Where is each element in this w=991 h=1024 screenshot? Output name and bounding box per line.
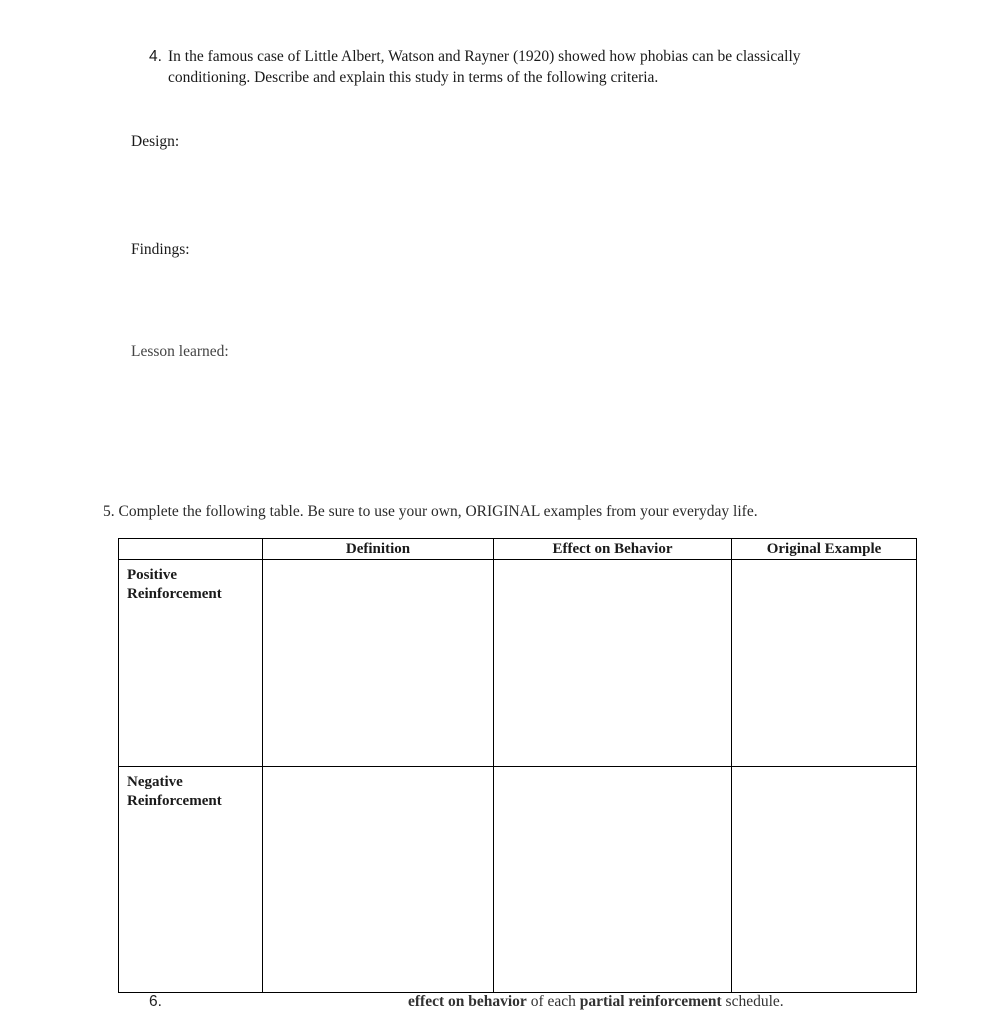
- positive-effect-cell[interactable]: [494, 560, 732, 767]
- lesson-learned-label: Lesson learned:: [131, 343, 229, 360]
- table-row-negative-reinforcement: [119, 767, 917, 993]
- positive-definition-cell[interactable]: [263, 560, 494, 767]
- question-6-number: 6.: [149, 993, 162, 1010]
- design-label: Design:: [131, 133, 180, 150]
- question-4-number: 4.: [149, 48, 162, 65]
- row-label-line: Reinforcement: [127, 586, 222, 602]
- row-label-negative-reinforcement: [119, 767, 263, 993]
- question-4-line-2: conditioning. Describe and explain this study in terms of the following criteria.: [168, 69, 659, 86]
- positive-example-cell[interactable]: [732, 560, 917, 767]
- negative-example-cell[interactable]: [732, 767, 917, 993]
- table-header-effect-on-behavior: Effect on Behavior: [494, 539, 732, 560]
- question-5: 5. Complete the following table. Be sure to use your own, ORIGINAL examples from your everyday life.: [103, 503, 758, 520]
- negative-definition-cell[interactable]: [263, 767, 494, 993]
- question-6-text-3: schedule.: [721, 993, 784, 1010]
- question-6-bold-1: effect on behavior: [408, 993, 527, 1010]
- row-label-positive-reinforcement: [119, 560, 263, 767]
- row-label-line: Negative: [127, 774, 183, 790]
- table-header-row: [119, 539, 917, 560]
- question-6-text-2: of each: [526, 993, 580, 1010]
- question-4-line-1: In the famous case of Little Albert, Watson and Rayner (1920) showed how phobias can be classically: [168, 48, 801, 65]
- findings-label: Findings:: [131, 241, 190, 258]
- table-header-definition: Definition: [263, 539, 494, 560]
- negative-effect-cell[interactable]: [494, 767, 732, 993]
- question-6-bold-2: partial reinforcement: [579, 993, 722, 1010]
- table-header-original-example: Original Example: [732, 539, 917, 560]
- question-6-text: [408, 993, 784, 1011]
- row-label-line: Reinforcement: [127, 793, 222, 809]
- reinforcement-table: [118, 538, 917, 993]
- table-header-blank: [119, 539, 263, 560]
- row-label-line: Positive: [127, 567, 177, 583]
- table-row-positive-reinforcement: [119, 560, 917, 767]
